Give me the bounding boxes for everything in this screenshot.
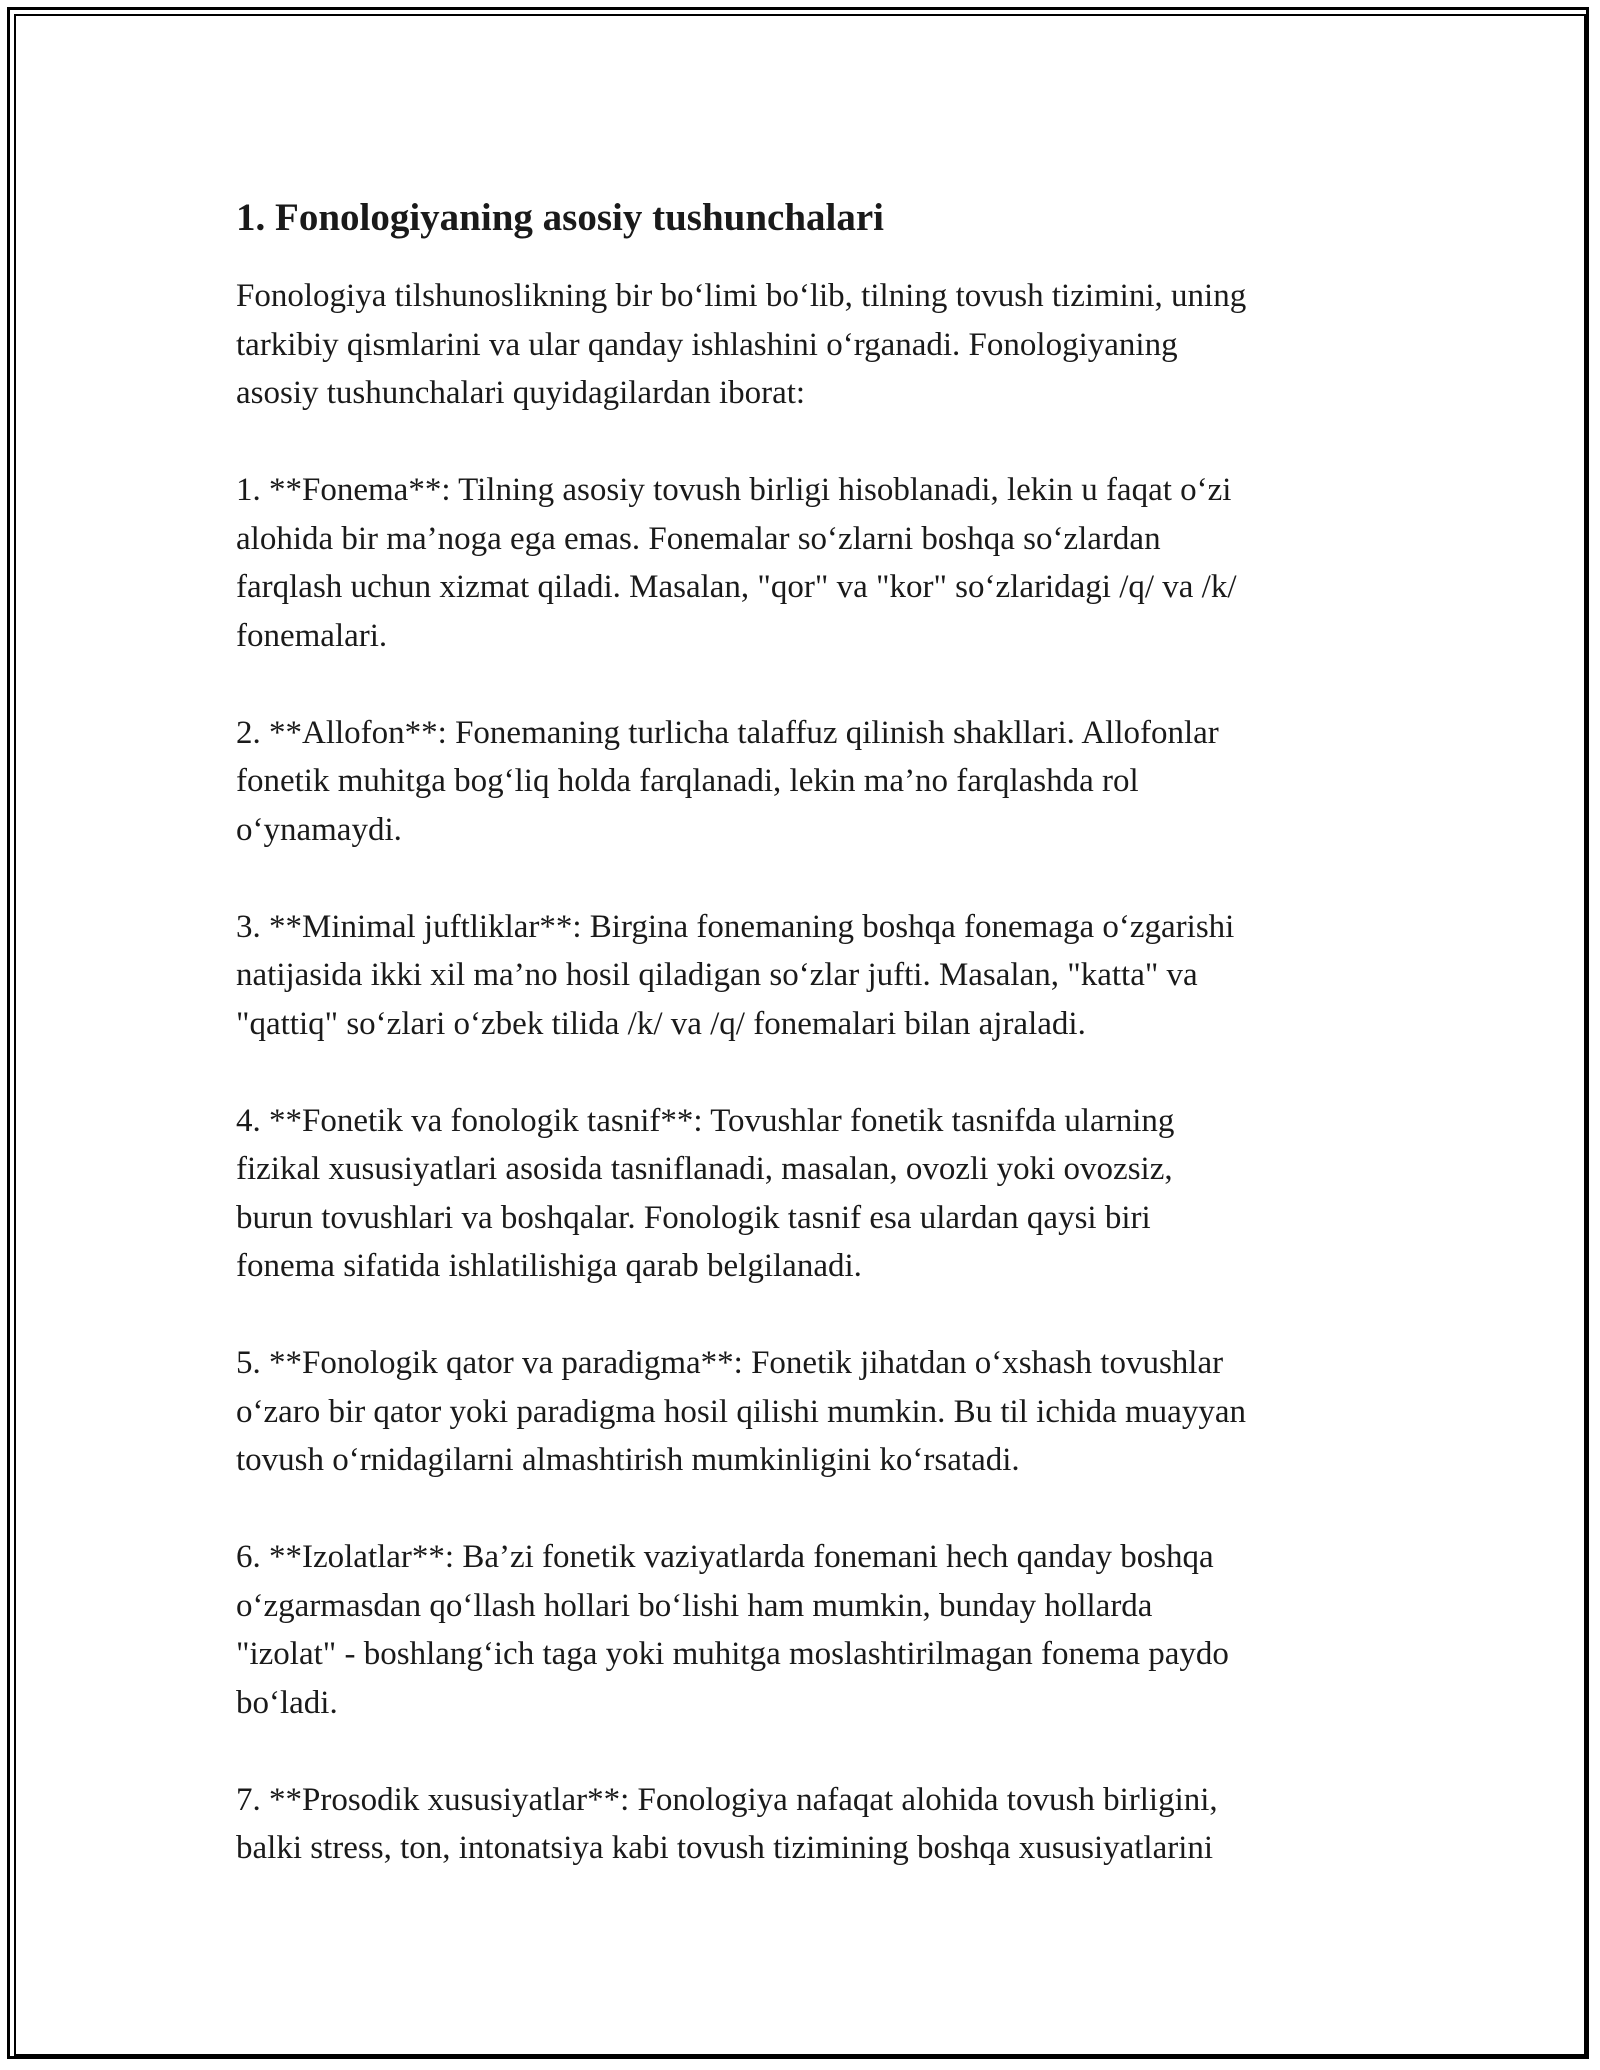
list-item-tasnif: 4. **Fonetik va fonologik tasnif**: Tovushlar fonetik tasnifda ularning fizikal xususiyatlari asosida tasniflanadi, masalan, ovozli yoki ovozsiz, burun tovushlari va boshqalar. Fonologik tasnif esa ulardan qaysi biri fonema sifatida ishlatilishiga qarab belgilanadi. bbox=[236, 1102, 1175, 1284]
list-item-prosodik: 7. **Prosodik xususiyatlar**: Fonologiya nafaqat alohida tovush birligini, balki stress, ton, intonatsiya kabi tovush tizimining boshqa xususiyatlarini bbox=[236, 1781, 1218, 1866]
list-item-izolatlar: 6. **Izolatlar**: Ba’zi fonetik vaziyatlarda fonemani hech qanday boshqa o‘zgarmasdan qo‘llash hollari bo‘lishi ham mumkin, bunday hollarda "izolat" - boshlang‘ich taga yoki muhitga moslashtirilmagan fonema paydo bo‘ladi. bbox=[236, 1539, 1229, 1721]
list-item-fonema: 1. **Fonema**: Tilning asosiy tovush birligi hisoblanadi, lekin u faqat o‘zi alohida bir ma’noga ega emas. Fonemalar so‘zlarni boshqa so‘zlardan farqlash uchun xizmat qiladi. Masalan, "qor" va "kor" so‘zlaridagi /q/ va /k/ fonemalari. bbox=[236, 472, 1237, 654]
document-body bbox=[236, 180, 1386, 1873]
list-item-qator-paradigma: 5. **Fonologik qator va paradigma**: Fonetik jihatdan o‘xshash tovushlar o‘zaro bir qator yoki paradigma hosil qilishi mumkin. Bu til ichida muayyan tovush o‘rnidagilarni almashtirish mumkinligini ko‘rsatadi. bbox=[236, 1345, 1246, 1478]
list-item-minimal-juftliklar: 3. **Minimal juftliklar**: Birgina fonemaning boshqa fonemaga o‘zgarishi natijasida ikki xil ma’no hosil qiladigan so‘zlar jufti. Masalan, "katta" va "qattiq" so‘zlari o‘zbek tilida /k/ va /q/ fonemalari bilan ajraladi. bbox=[236, 908, 1235, 1042]
section-title: 1. Fonologiyaning asosiy tushunchalari bbox=[236, 196, 884, 239]
list-item-allofon: 2. **Allofon**: Fonemaning turlicha talaffuz qilinish shakllari. Allofonlar fonetik muhitga bog‘liq holda farqlanadi, lekin ma’no farqlashda rol o‘ynamaydi. bbox=[236, 714, 1219, 848]
intro-paragraph: Fonologiya tilshunoslikning bir bo‘limi bo‘lib, tilning tovush tizimini, uning tarkibiy qismlarini va ular qanday ishlashini o‘rganadi. Fonologiyaning asosiy tushunchalari quyidagilardan iborat: bbox=[236, 278, 1247, 411]
